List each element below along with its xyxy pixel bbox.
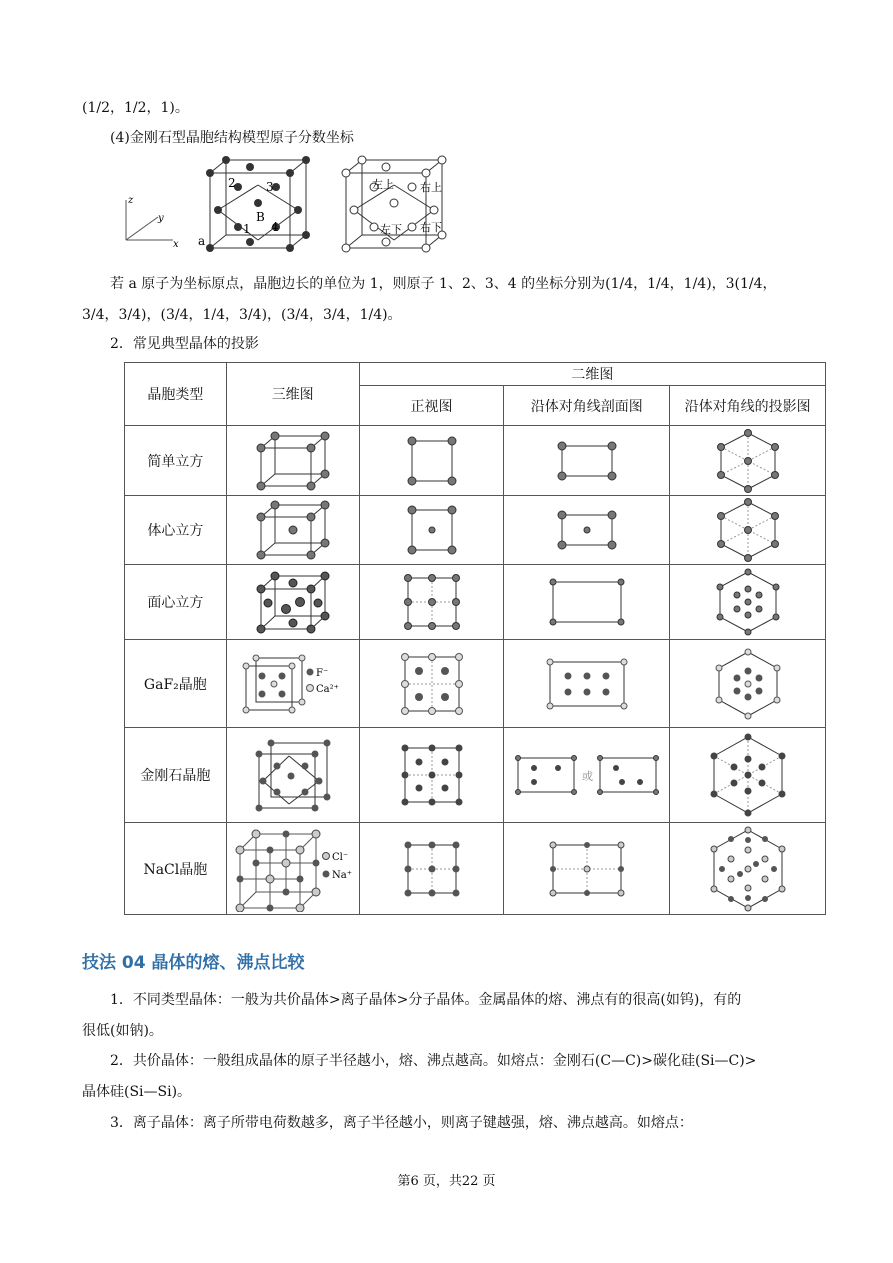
bottom-right-label: 右下	[420, 221, 442, 234]
row-label: 面心立方	[125, 565, 227, 640]
nacl-front	[400, 837, 464, 901]
atom-4-label: 4	[271, 220, 279, 234]
legend-na: Na⁺	[331, 869, 352, 881]
atom-b-label: B	[256, 210, 265, 224]
header-cell-2d: 二维图	[359, 363, 825, 386]
atom-3-label: 3	[266, 180, 274, 194]
bcc-section	[552, 505, 622, 555]
header-cell-3d: 三维图	[226, 363, 359, 426]
fcc-3d	[253, 569, 333, 635]
legend-f: F⁻	[315, 667, 328, 679]
text-line: 若 a 原子为坐标原点，晶胞边长的单位为 1，则原子 1、2、3、4 的坐标分别为(1/4，1/4，1/4)，3(1/4，	[110, 276, 777, 292]
text-line: 3/4，3/4)，(3/4，1/4，3/4)，(3/4，3/4，1/4)。	[82, 307, 402, 323]
text-line: 2．共价晶体：一般组成晶体的原子半径越小，熔、沸点越高。如熔点：金刚石(C—C)>碳化硅(Si—C)>	[110, 1053, 757, 1069]
text-line: (1/2，1/2，1)。	[82, 100, 189, 116]
diamond-3d	[251, 736, 335, 814]
text-line: (4)金刚石型晶胞结构模型原子分数坐标	[110, 130, 354, 146]
bcc-projection	[713, 497, 783, 563]
simple-cubic-3d	[253, 430, 333, 492]
text-line: 3．离子晶体：离子所带电荷数越多，离子半径越小，则离子键越强，熔、沸点越高。如熔点：	[110, 1115, 693, 1131]
simple-cubic-section	[552, 436, 622, 486]
section-heading: 技法 04 晶体的熔、沸点比较	[82, 953, 305, 973]
or-label: 或	[581, 770, 593, 783]
row-label: NaCl晶胞	[125, 823, 227, 915]
header-cell-proj: 沿体对角线的投影图	[670, 386, 826, 426]
legend-ca: Ca²⁺	[315, 683, 339, 695]
header-cell-front: 正视图	[359, 386, 504, 426]
header-cell-section: 沿体对角线剖面图	[504, 386, 670, 426]
header-cell-type: 晶胞类型	[125, 363, 227, 426]
nacl-section	[545, 837, 629, 901]
legend-cl: Cl⁻	[331, 851, 348, 863]
page-footer: 第6 页，共22 页	[397, 1174, 496, 1189]
diamond-section	[512, 750, 662, 800]
axis-y-label: y	[158, 213, 164, 224]
bottom-left-label: 左下	[380, 223, 402, 236]
fcc-section	[545, 574, 629, 630]
caf2-3d	[238, 652, 348, 716]
row-label: 简单立方	[125, 426, 227, 496]
text-line: 很低(如钠)。	[82, 1023, 163, 1039]
row-label: 金刚石晶胞	[125, 728, 227, 823]
nacl-3d	[234, 826, 352, 912]
row-label: GaF₂晶胞	[125, 640, 227, 728]
bcc-front	[402, 500, 462, 560]
diamond-cell-figure	[118, 155, 463, 260]
nacl-projection	[708, 826, 788, 912]
top-right-label: 右上	[420, 181, 442, 194]
text-line: 晶体硅(Si—Si)。	[82, 1084, 192, 1100]
axis-x-label: x	[173, 239, 179, 250]
diamond-projection	[708, 733, 788, 817]
atom-1-label: 1	[243, 222, 251, 236]
caf2-section	[542, 654, 632, 714]
row-label: 体心立方	[125, 496, 227, 565]
text-line: 2．常见典型晶体的投影	[110, 336, 259, 352]
fcc-projection	[713, 567, 783, 637]
caf2-front	[397, 649, 467, 719]
atom-2-label: 2	[228, 176, 236, 190]
simple-cubic-front	[402, 431, 462, 491]
bcc-3d	[253, 499, 333, 561]
simple-cubic-projection	[713, 428, 783, 494]
top-left-label: 左上	[372, 178, 394, 191]
projection-table	[124, 362, 826, 915]
atom-a-label: a	[198, 234, 206, 248]
caf2-projection	[711, 647, 785, 721]
axis-z-label: z	[128, 195, 134, 206]
text-line: 1．不同类型晶体：一般为共价晶体>离子晶体>分子晶体。金属晶体的熔、沸点有的很高(如钨)，有的	[110, 992, 742, 1008]
fcc-front	[400, 570, 464, 634]
diamond-front	[397, 740, 467, 810]
